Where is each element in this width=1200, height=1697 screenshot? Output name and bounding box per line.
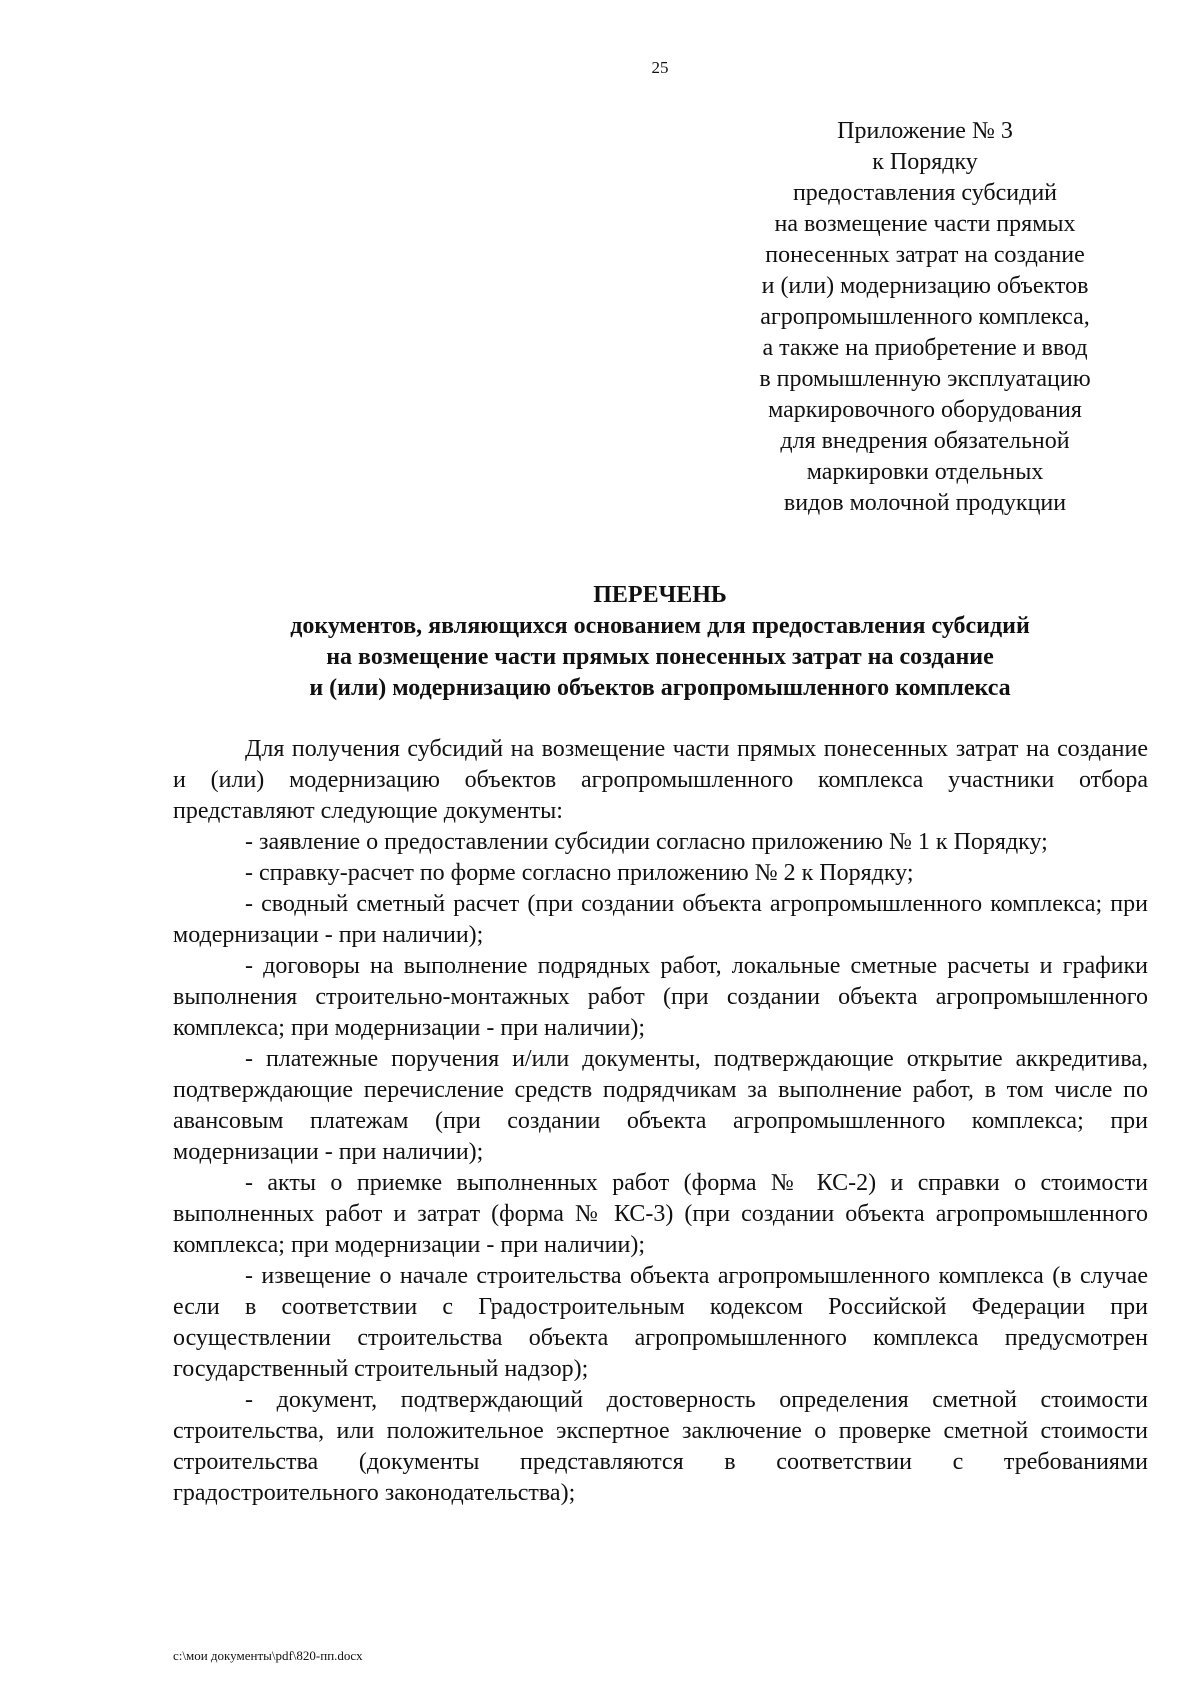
title-heading: ПЕРЕЧЕНЬ [593, 582, 727, 608]
annex-line: Приложение № 3 [837, 118, 1013, 144]
annex-line: маркировки отдельных [806, 459, 1044, 485]
file-path-footer: c:\мои документы\pdf\820-пп.docx [173, 1648, 363, 1663]
title-line: на возмещение части прямых понесенных затрат на создание [326, 644, 994, 670]
list-item: - документ, подтверждающий достоверность определения сметной стоимости строительства, или положительное экспертное заключение о проверке сметной стоимости строительства (документы представляются в соответствии с требованиями градостроительного законодательства); [173, 1387, 1148, 1506]
annex-line: предоставления субсидий [792, 180, 1058, 206]
annex-line: в промышленную эксплуатацию [759, 366, 1091, 392]
annex-line: к Порядку [872, 149, 978, 175]
annex-line: и (или) модернизацию объектов [761, 273, 1089, 299]
annex-line: а также на приобретение и ввод [762, 335, 1088, 361]
title-line: и (или) модернизацию объектов агропромышленного комплекса [309, 675, 1011, 701]
document-title [150, 580, 1170, 704]
list-item: - договоры на выполнение подрядных работ, локальные сметные расчеты и графики выполнения строительно-монтажных работ (при создании объекта агропромышленного комплекса; при модернизации - при наличии); [173, 953, 1148, 1041]
list-item: - платежные поручения и/или документы, подтверждающие открытие аккредитива, подтверждающие перечисление средств подрядчикам за выполнение работ, в том числе по авансовым платежам (при создании объекта агропромышленного комплекса; при модернизации - при наличии); [173, 1046, 1148, 1165]
document-body [173, 734, 1148, 1509]
annex-line: понесенных затрат на создание [765, 242, 1085, 268]
annex-line: маркировочного оборудования [768, 397, 1082, 423]
page-number: 25 [651, 58, 669, 77]
intro-paragraph: Для получения субсидий на возмещение части прямых понесенных затрат на создание и (или) модернизацию объектов агропромышленного комплекса участники отбора представляют следующие документы: [173, 736, 1148, 824]
list-item: - акты о приемке выполненных работ (форма № КС-2) и справки о стоимости выполненных работ и затрат (форма № КС-3) (при создании объекта агропромышленного комплекса; при модернизации - при наличии); [173, 1170, 1148, 1258]
list-item: - справку-расчет по форме согласно приложению № 2 к Порядку; [245, 860, 914, 886]
list-item: - заявление о предоставлении субсидии согласно приложению № 1 к Порядку; [245, 829, 1048, 855]
annex-line: агропромышленного комплекса, [760, 304, 1090, 330]
list-item: - сводный сметный расчет (при создании объекта агропромышленного комплекса; при модернизации - при наличии); [173, 891, 1148, 948]
title-line: документов, являющихся основанием для предоставления субсидий [290, 613, 1030, 639]
list-item: - извещение о начале строительства объекта агропромышленного комплекса (в случае если в соответствии с Градостроительным кодексом Российской Федерации при осуществлении строительства объекта агропромышленного комплекса предусмотрен государственный строительный надзор); [173, 1263, 1148, 1382]
annex-reference [715, 116, 1135, 519]
annex-line: видов молочной продукции [783, 490, 1067, 516]
annex-line: на возмещение части прямых [774, 211, 1076, 237]
annex-line: для внедрения обязательной [780, 428, 1070, 454]
